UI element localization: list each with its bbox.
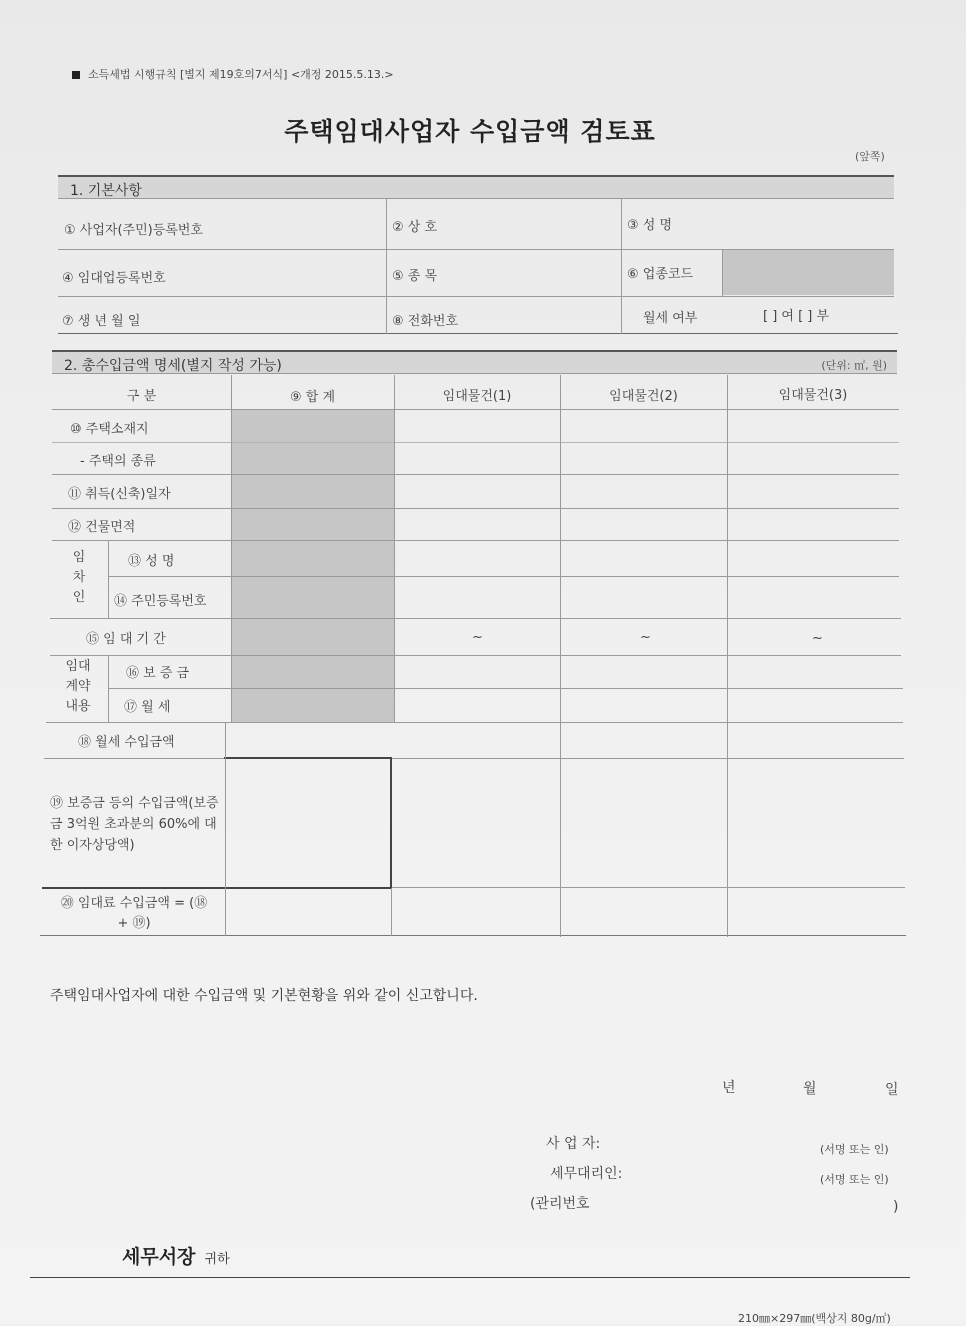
lease-period-tilde-3: ~	[812, 631, 823, 646]
phone-label: ⑧ 전화번호	[392, 314, 459, 329]
birth-date-label: ⑦ 생 년 월 일	[62, 314, 141, 329]
declaration-text: 주택임대사업자에 대한 수입금액 및 기본현황을 위와 같이 신고합니다.	[50, 988, 478, 1004]
row-tenant-name-label: ⑬ 성 명	[128, 554, 175, 569]
rental-reg-no-label: ④ 임대업등록번호	[62, 271, 166, 286]
col-property2-header: 임대물건(2)	[609, 389, 678, 404]
tax-agent-label: 세무대리인:	[550, 1166, 623, 1182]
monthly-rent-checkboxes[interactable]: [ ] 여 [ ] 부	[763, 309, 830, 324]
lease-period-tilde-1: ~	[472, 630, 483, 645]
square-bullet-icon	[72, 71, 80, 79]
honorific: 귀하	[204, 1252, 230, 1267]
date-year-label: 년	[722, 1080, 736, 1096]
management-number-close: )	[893, 1199, 899, 1215]
law-reference: 소득세법 시행규칙 [별지 제19호의7서식] <개정 2015.5.13.>	[72, 66, 394, 82]
unit-label: (단위: ㎡, 원)	[821, 359, 887, 372]
lease-period-tilde-2: ~	[640, 630, 651, 645]
management-number-label: (관리번호	[530, 1196, 590, 1212]
col-property3-header: 임대물건(3)	[778, 388, 848, 403]
col-property1-header: 임대물건(1)	[442, 389, 512, 404]
row-house-type-label: - 주택의 종류	[80, 454, 156, 469]
contract-group-label: 임대계약내용	[65, 659, 91, 714]
col-total-header: ⑨ 합 계	[289, 390, 336, 405]
paper-size-label: 210㎜×297㎜(백상지 80g/㎡)	[738, 1312, 891, 1325]
name-label: ③ 성 명	[627, 218, 673, 233]
row-deposit-income-label: ⑲ 보증금 등의 수입금액(보증금 3억원 초과분의 60%에 대한 이자상당액)	[50, 796, 219, 853]
business-owner-label: 사 업 자:	[546, 1136, 601, 1152]
page-side-label: (앞쪽)	[855, 150, 885, 163]
industry-code-label: ⑥ 업종코드	[627, 267, 694, 282]
trade-name-label: ② 상 호	[392, 220, 438, 235]
row-tenant-id-label: ⑭ 주민등록번호	[114, 594, 207, 609]
col-category-header: 구 분	[126, 389, 157, 404]
recipient	[122, 1242, 230, 1269]
date-month-label: 월	[803, 1081, 817, 1097]
tenant-group-label: 임차인	[72, 550, 86, 605]
row-monthly-rent-label: ⑰ 월 세	[124, 700, 171, 715]
industry-code-field[interactable]	[722, 250, 894, 295]
row-total-rental-income-label: ⑳ 임대료 수입금액 = (⑱ + ⑲)	[60, 896, 208, 931]
row-floor-area-label: ⑫ 건물면적	[68, 520, 136, 535]
tax-office-head: 세무서장	[122, 1246, 196, 1268]
monthly-rent-label: 월세 여부	[643, 311, 698, 326]
row-lease-period-label: ⑮ 임 대 기 간	[86, 632, 166, 647]
business-item-label: ⑤ 종 목	[392, 269, 438, 284]
footer-rule	[30, 1277, 910, 1278]
form-title: 주택임대사업자 수입금액 검토표	[284, 117, 656, 146]
section1-header: 1. 기본사항	[58, 175, 894, 199]
row-acquisition-date-label: ⑪ 취득(신축)일자	[68, 487, 171, 502]
total-column-shade	[231, 410, 394, 722]
business-owner-sign-hint[interactable]: (서명 또는 인)	[820, 1143, 889, 1156]
row-rent-income-label: ⑱ 월세 수입금액	[78, 735, 175, 750]
date-day-label: 일	[885, 1082, 899, 1098]
tax-agent-sign-hint[interactable]: (서명 또는 인)	[820, 1173, 889, 1186]
business-reg-no-label: ① 사업자(주민)등록번호	[64, 223, 203, 238]
section2-header: 2. 총수입금액 명세(별지 작성 가능) (단위: ㎡, 원)	[52, 350, 897, 374]
row-address-label: ⑩ 주택소재지	[70, 422, 149, 437]
row-deposit-label: ⑯ 보 증 금	[126, 666, 190, 681]
